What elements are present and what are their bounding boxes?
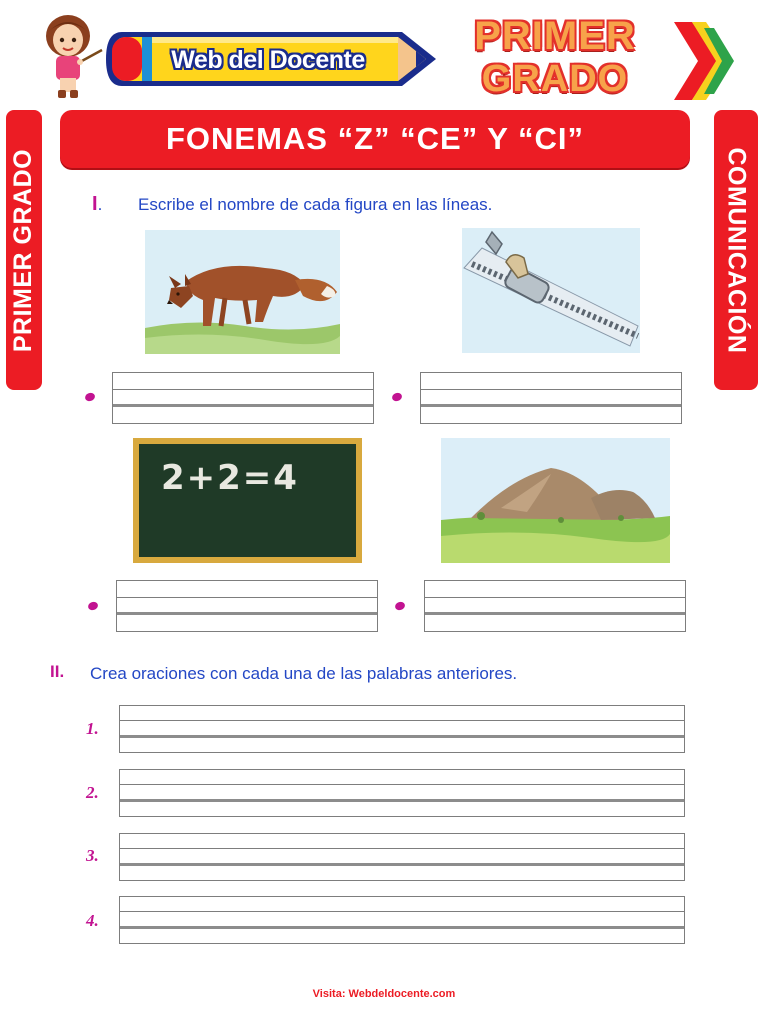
answer-lines-3[interactable] <box>116 580 378 632</box>
hill-picture <box>441 438 670 563</box>
bullet-1 <box>84 392 96 403</box>
answer-lines-1[interactable] <box>112 372 374 424</box>
side-banner-right-text: COMUNICACIÓN <box>722 147 751 353</box>
chalkboard-picture <box>133 438 362 563</box>
footer-link[interactable]: Visita: Webdeldocente.com <box>312 988 456 1000</box>
side-banner-right <box>714 110 758 390</box>
answer-lines-4[interactable] <box>424 580 686 632</box>
title-banner <box>60 110 690 168</box>
zipper-picture <box>462 228 640 353</box>
bullet-3 <box>87 601 99 612</box>
section-1-roman: I <box>92 193 98 215</box>
fox-picture <box>145 230 340 354</box>
sentence-number-1: 1. <box>86 719 99 738</box>
sentence-lines-1[interactable] <box>119 705 685 753</box>
chalkboard-text: 2+2=4 <box>161 458 299 498</box>
chalkboard-surface <box>139 444 356 557</box>
section-1-instruction: Escribe el nombre de cada figura en las líneas. <box>138 195 493 214</box>
teacher-mascot-icon <box>30 10 110 105</box>
section-2-instruction: Crea oraciones con cada una de las palabras anteriores. <box>90 664 518 683</box>
side-banner-left <box>6 110 42 390</box>
section-1-heading <box>92 193 102 216</box>
sentence-lines-3[interactable] <box>119 833 685 881</box>
sentence-lines-2[interactable] <box>119 769 685 817</box>
bullet-2 <box>391 392 403 403</box>
grade-badge-line2: GRADO <box>481 58 629 100</box>
brand-name: Web del Docente <box>171 46 365 74</box>
sentence-number-4: 4. <box>86 911 99 930</box>
sentence-lines-4[interactable] <box>119 896 685 944</box>
section-2-roman: II. <box>50 662 65 681</box>
sentence-number-3: 3. <box>86 846 99 865</box>
grade-badge-line1: PRIMER <box>474 14 636 58</box>
sentence-number-2: 2. <box>86 783 99 802</box>
answer-lines-2[interactable] <box>420 372 682 424</box>
bullet-4 <box>394 601 406 612</box>
section-1-dot: . <box>97 195 103 214</box>
side-banner-left-text: PRIMER GRADO <box>9 148 38 352</box>
worksheet-title: FONEMAS “Z” “CE” Y “CI” <box>165 121 584 156</box>
